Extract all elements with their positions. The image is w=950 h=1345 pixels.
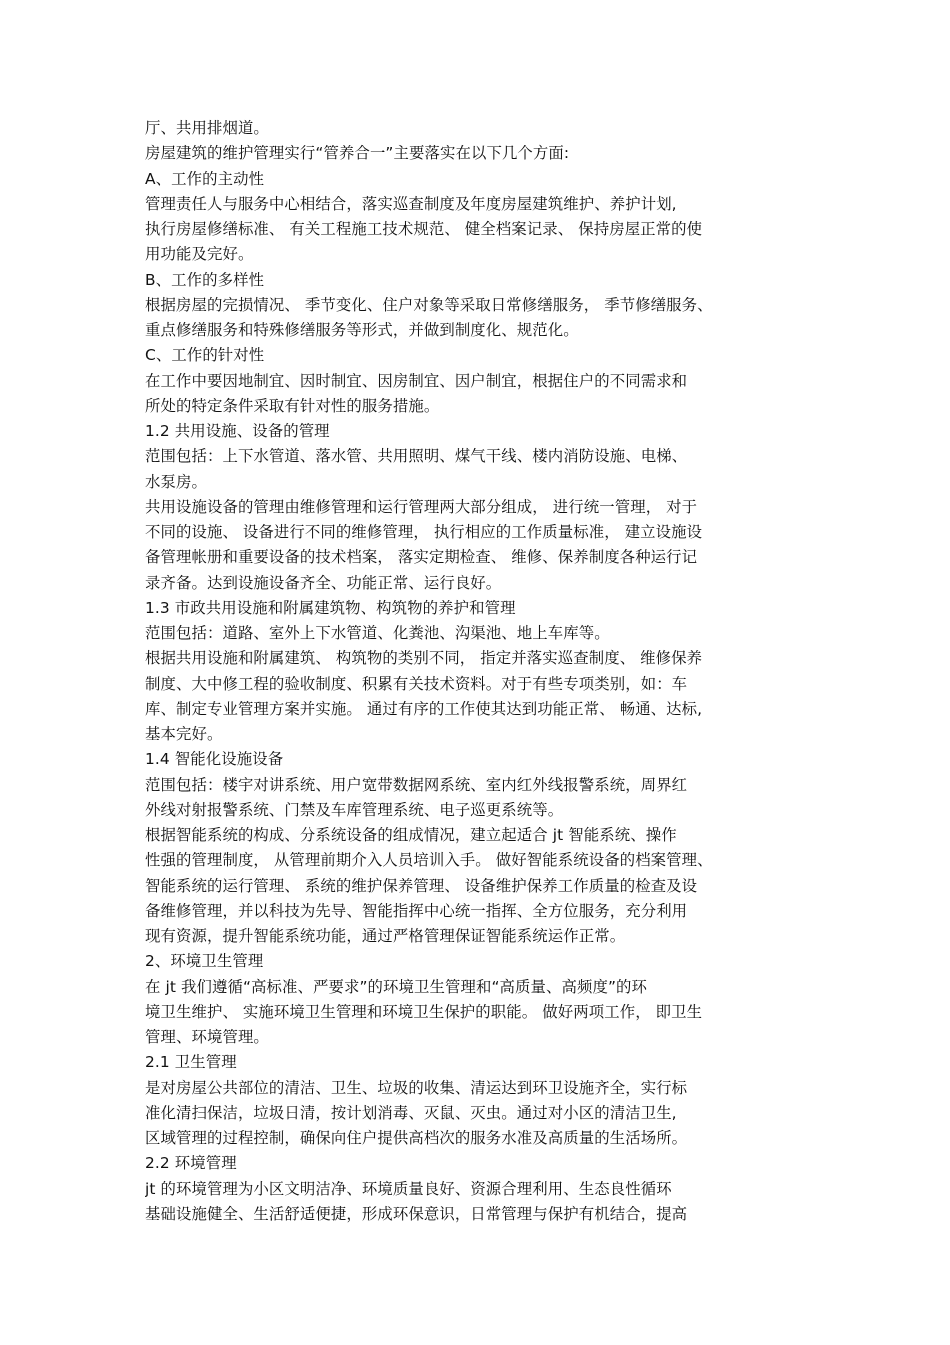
text-line: 2、环境卫生管理 (145, 952, 264, 971)
text-line: 范围包括：道路、室外上下水管道、化粪池、沟渠池、地上车库等。 (145, 624, 610, 642)
document-body (145, 116, 815, 1227)
text-line: 现有资源，提升智能系统功能，通过严格管理保证智能系统运作正常。 (145, 927, 626, 945)
text-line: 境卫生维护、 实施环境卫生管理和环境卫生保护的职能。 做好两项工作， 即卫生 (145, 1002, 703, 1021)
text-line: 根据共用设施和附属建筑、 构筑物的类别不同， 指定并落实巡查制度、 维修保养 (145, 649, 703, 668)
text-line: 根据房屋的完损情况、 季节变化、住户对象等采取日常修缮服务， 季节修缮服务、 (145, 295, 713, 314)
text-line: 智能系统的运行管理、 系统的维护保养管理、 设备维护保养工作质量的检查及设 (145, 876, 698, 895)
text-line: 基本完好。 (145, 725, 223, 743)
text-line: 基础设施健全、生活舒适便捷，形成环保意识，日常管理与保护有机结合，提高 (145, 1204, 688, 1223)
text-line: 1.3 市政共用设施和附属建筑物、构筑物的养护和管理 (145, 598, 516, 617)
text-line: 备维修管理，并以科技为先导、智能指挥中心统一指挥、全方位服务，充分利用 (145, 901, 688, 920)
text-line: 范围包括：楼宇对讲系统、用户宽带数据网系统、室内红外线报警系统，周界红 (145, 775, 688, 794)
text-line: 库、制定专业管理方案并实施。 通过有序的工作使其达到功能正常、 畅通、达标, (145, 699, 703, 718)
text-line: 不同的设施、 设备进行不同的维修管理， 执行相应的工作质量标准， 建立设施设 (145, 523, 703, 541)
text-line: 范围包括：上下水管道、落水管、共用照明、煤气干线、楼内消防设施、电梯、 (145, 447, 688, 466)
text-line: B、工作的多样性 (145, 270, 265, 289)
text-line: 2.1 卫生管理 (145, 1053, 237, 1072)
text-line: 是对房屋公共部位的清洁、卫生、垃圾的收集、清运达到环卫设施齐全，实行标 (145, 1078, 688, 1097)
text-line: 共用设施设备的管理由维修管理和运行管理两大部分组成， 进行统一管理， 对于 (145, 497, 698, 516)
text-line: 1.4 智能化设施设备 (145, 750, 284, 769)
text-line: 区域管理的过程控制，确保向住户提供高档次的服务水准及高质量的生活场所。 (145, 1129, 688, 1147)
text-line: 根据智能系统的构成、分系统设备的组成情况，建立起适合 jt 智能系统、操作 (145, 826, 677, 844)
text-line: C、工作的针对性 (145, 346, 265, 365)
text-line: 重点修缮服务和特殊修缮服务等形式，并做到制度化、规范化。 (145, 321, 579, 339)
text-line: A、工作的主动性 (145, 169, 265, 188)
text-line: 制度、大中修工程的验收制度、积累有关技术资料。对于有些专项类别，如：车 (145, 674, 688, 693)
text-line: 在工作中要因地制宜、因时制宜、因房制宜、因户制宜，根据住户的不同需求和 (145, 371, 688, 390)
text-line: 2.2 环境管理 (145, 1154, 237, 1173)
text-line: 外线对射报警系统、门禁及车库管理系统、电子巡更系统等。 (145, 800, 564, 819)
text-line: 房屋建筑的维护管理实行“管养合一”主要落实在以下几个方面: (145, 144, 570, 163)
text-line: 准化清扫保洁，垃圾日清，按计划消毒、灭鼠、灭虫。通过对小区的清洁卫生, (145, 1103, 677, 1122)
text-line: 管理责任人与服务中心相结合，落实巡查制度及年度房屋建筑维护、养护计划, (145, 194, 677, 213)
text-line: 执行房屋修缮标准、 有关工程施工技术规范、 健全档案记录、 保持房屋正常的使 (145, 220, 703, 238)
text-line: jt 的环境管理为小区文明洁净、环境质量良好、资源合理利用、生态良性循环 (145, 1179, 672, 1198)
text-line: 备管理帐册和重要设备的技术档案， 落实定期检查、 维修、保养制度各种运行记 (145, 548, 698, 567)
text-line: 所处的特定条件采取有针对性的服务措施。 (145, 396, 440, 415)
text-line: 在 jt 我们遵循“高标准、严要求”的环境卫生管理和“高质量、高频度”的环 (145, 977, 648, 996)
text-line: 用功能及完好。 (145, 245, 254, 264)
text-line: 水泵房。 (145, 472, 207, 491)
text-line: 性强的管理制度， 从管理前期介入人员培训入手。 做好智能系统设备的档案管理、 (145, 851, 713, 870)
text-line: 录齐备。达到设施设备齐全、功能正常、运行良好。 (145, 573, 502, 592)
text-line: 厅、共用排烟道。 (145, 119, 269, 137)
text-line: 管理、环境管理。 (145, 1028, 269, 1046)
text-line: 1.2 共用设施、设备的管理 (145, 422, 330, 440)
